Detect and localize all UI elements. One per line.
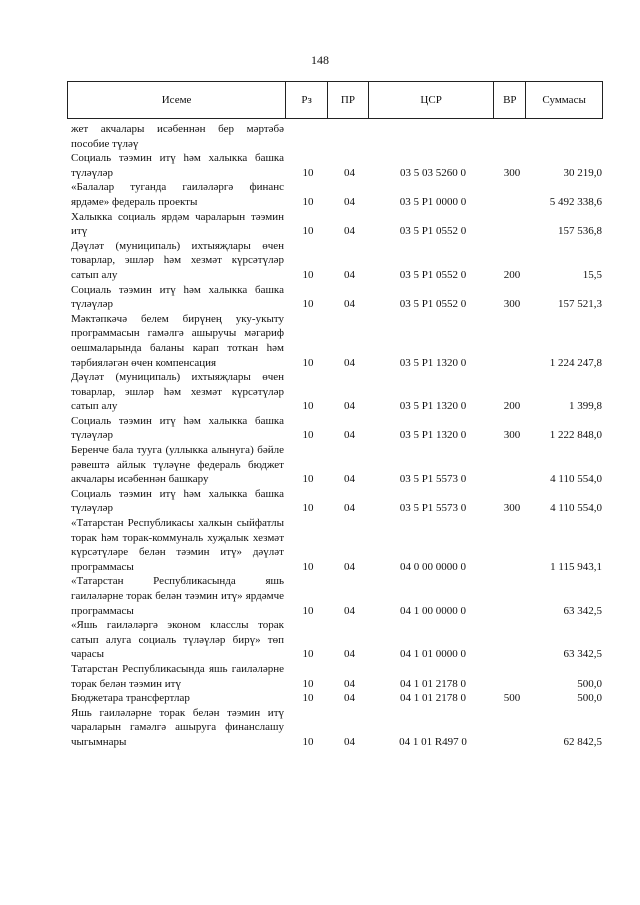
header-rz: Рз <box>286 82 328 118</box>
row-name: Халыкка социаль ярдәм чараларын тәэмин итү <box>71 210 284 238</box>
row-pr: 04 <box>344 560 355 573</box>
row-csr: 04 1 01 R497 0 <box>399 735 467 748</box>
header-vr: ВР <box>494 82 526 118</box>
row-rz: 10 <box>302 400 314 413</box>
row-csr: 03 5 P1 5573 0 <box>399 473 467 486</box>
table-row <box>67 283 607 312</box>
row-vr: 200 <box>503 268 521 281</box>
row-pr: 04 <box>344 195 355 208</box>
table-row <box>67 691 607 706</box>
row-rz: 10 <box>302 195 314 208</box>
row-rz: 10 <box>302 677 314 690</box>
row-sum: 63 342,5 <box>563 648 602 661</box>
row-rz: 10 <box>302 692 314 705</box>
row-csr: 03 5 P1 5573 0 <box>399 502 467 515</box>
row-rz: 10 <box>302 429 314 442</box>
row-name: «Татарстан Республикасы халкын сыйфатлы торак һәм торак-коммуналь хуҗалык хезмәт күрсәтүләре белән тәэмин итү» дәүләт программасы <box>71 517 284 573</box>
row-name: Социаль тәэмин итү һәм халыкка башка түләүләр <box>71 414 284 442</box>
page-number: 148 <box>311 53 329 67</box>
table-row <box>67 487 607 516</box>
table-row <box>67 516 607 574</box>
table-row <box>67 239 607 283</box>
row-pr: 04 <box>344 648 355 661</box>
row-rz: 10 <box>302 735 314 748</box>
row-sum: 1 222 848,0 <box>549 429 602 442</box>
row-vr: 300 <box>503 298 521 311</box>
row-sum: 15,5 <box>582 268 602 281</box>
table-body <box>67 122 607 750</box>
table-row <box>67 151 607 180</box>
row-sum: 30 219,0 <box>563 166 602 179</box>
row-pr: 04 <box>344 735 355 748</box>
row-sum: 1 115 943,1 <box>550 560 602 573</box>
table-row <box>67 210 607 239</box>
table-row <box>67 180 607 209</box>
row-name: Дәүләт (муниципаль) ихтыяҗлары өчен товарлар, эшләр һәм хезмәт күрсәтүләр сатып алу <box>71 371 284 413</box>
row-sum: 5 492 338,6 <box>549 195 602 208</box>
row-pr: 04 <box>344 400 355 413</box>
row-rz: 10 <box>302 268 314 281</box>
row-pr: 04 <box>344 604 355 617</box>
row-csr: 04 0 00 0000 0 <box>400 560 466 573</box>
row-name: жет акчалары исәбеннән бер мәртәбә пособие түләү <box>71 123 284 150</box>
row-csr: 03 5 03 5260 0 <box>400 166 466 179</box>
row-pr: 04 <box>344 166 355 179</box>
row-sum: 62 842,5 <box>563 735 602 748</box>
row-rz: 10 <box>302 502 314 515</box>
table-header <box>67 81 603 119</box>
row-csr: 03 5 P1 0552 0 <box>399 298 467 311</box>
row-name: Яшь гаиләләрне торак белән тәэмин итү чараларын гамәлгә ашыруга финанслашу чыгымнары <box>71 706 284 748</box>
row-csr: 03 5 P1 0552 0 <box>399 268 467 281</box>
row-csr: 03 5 P1 1320 0 <box>399 400 467 413</box>
row-sum: 157 536,8 <box>558 225 602 238</box>
row-csr: 03 5 P1 1320 0 <box>399 356 467 369</box>
table-row <box>67 414 607 443</box>
row-csr: 04 1 01 0000 0 <box>400 648 466 661</box>
row-rz: 10 <box>302 225 314 238</box>
table-row <box>67 574 607 618</box>
row-name: Социаль тәэмин итү һәм халыкка башка түләүләр <box>71 152 284 179</box>
row-sum: 4 110 554,0 <box>550 473 602 486</box>
table-row <box>67 662 607 691</box>
row-vr: 300 <box>503 166 521 179</box>
row-name: «Яшь гаиләләргә эконом класслы торак сатып алуга социаль түләүләр бирү» төп чарасы <box>71 619 284 661</box>
row-vr: 200 <box>503 400 521 413</box>
row-sum: 1 399,8 <box>569 400 602 413</box>
row-pr: 04 <box>344 268 355 281</box>
row-pr: 04 <box>344 298 355 311</box>
row-name: Социаль тәэмин итү һәм халыкка башка түләүләр <box>71 487 284 515</box>
header-csr: ЦСР <box>369 82 495 118</box>
row-sum: 1 224 247,8 <box>549 356 602 369</box>
row-rz: 10 <box>302 298 314 311</box>
row-name: Беренче бала тууга (уллыкка алынуга) бәйле рәвештә айлык түләүне федераль бюджет акчалары исәбеннән башкару <box>71 444 284 486</box>
row-csr: 04 1 01 2178 0 <box>400 692 466 705</box>
row-pr: 04 <box>344 502 355 515</box>
table-row <box>67 618 607 662</box>
row-sum: 63 342,5 <box>563 604 602 617</box>
row-pr: 04 <box>344 692 355 705</box>
table-row <box>67 312 607 370</box>
row-rz: 10 <box>302 473 314 486</box>
row-csr: 03 5 P1 0000 0 <box>399 195 467 208</box>
table-row <box>67 122 607 151</box>
row-name: Татарстан Республикасында яшь гаиләләрне торак белән тәэмин итү <box>71 662 284 690</box>
table-row <box>67 706 607 750</box>
row-sum: 157 521,3 <box>558 298 602 311</box>
row-pr: 04 <box>344 356 355 369</box>
row-rz: 10 <box>302 356 314 369</box>
row-vr: 300 <box>503 502 521 515</box>
row-csr: 03 5 P1 1320 0 <box>399 429 467 442</box>
header-sum: Суммасы <box>542 94 586 106</box>
row-csr: 04 1 00 0000 0 <box>400 604 466 617</box>
row-csr: 04 1 01 2178 0 <box>400 677 466 690</box>
row-sum: 4 110 554,0 <box>550 502 602 515</box>
row-vr: 300 <box>503 429 521 442</box>
row-rz: 10 <box>302 604 314 617</box>
row-name: «Балалар туганда гаиләләргә финанс ярдәме» федераль проекты <box>71 181 284 208</box>
row-name: Социаль тәэмин итү һәм халыкка башка түләүләр <box>71 283 284 311</box>
row-pr: 04 <box>344 429 355 442</box>
table-row <box>67 443 607 487</box>
row-name: Бюджетара трансфертлар <box>71 692 190 705</box>
row-rz: 10 <box>302 560 314 573</box>
row-name: Мәктәпкәчә белем бирүнең уку-укыту программасын гамәлгә ашыручы мәгариф оешмаларында баланы карап тоткан һәм тәрбияләгән өчен компенсация <box>71 312 284 369</box>
row-pr: 04 <box>344 225 355 238</box>
row-pr: 04 <box>344 473 355 486</box>
row-csr: 03 5 P1 0552 0 <box>399 225 467 238</box>
row-pr: 04 <box>344 677 355 690</box>
row-name: Дәүләт (муниципаль) ихтыяҗлары өчен товарлар, эшләр һәм хезмәт күрсәтүләр сатып алу <box>71 239 284 281</box>
table-row <box>67 370 607 414</box>
row-rz: 10 <box>302 648 314 661</box>
row-sum: 500,0 <box>577 677 602 690</box>
row-sum: 500,0 <box>577 692 602 705</box>
row-vr: 500 <box>503 692 521 705</box>
header-pr: ПР <box>328 82 369 118</box>
row-rz: 10 <box>302 166 314 179</box>
header-name: Исеме <box>68 82 286 118</box>
row-name: «Татарстан Республикасында яшь гаиләләрне торак белән тәэмин итү» ярдәмче программасы <box>71 575 284 617</box>
